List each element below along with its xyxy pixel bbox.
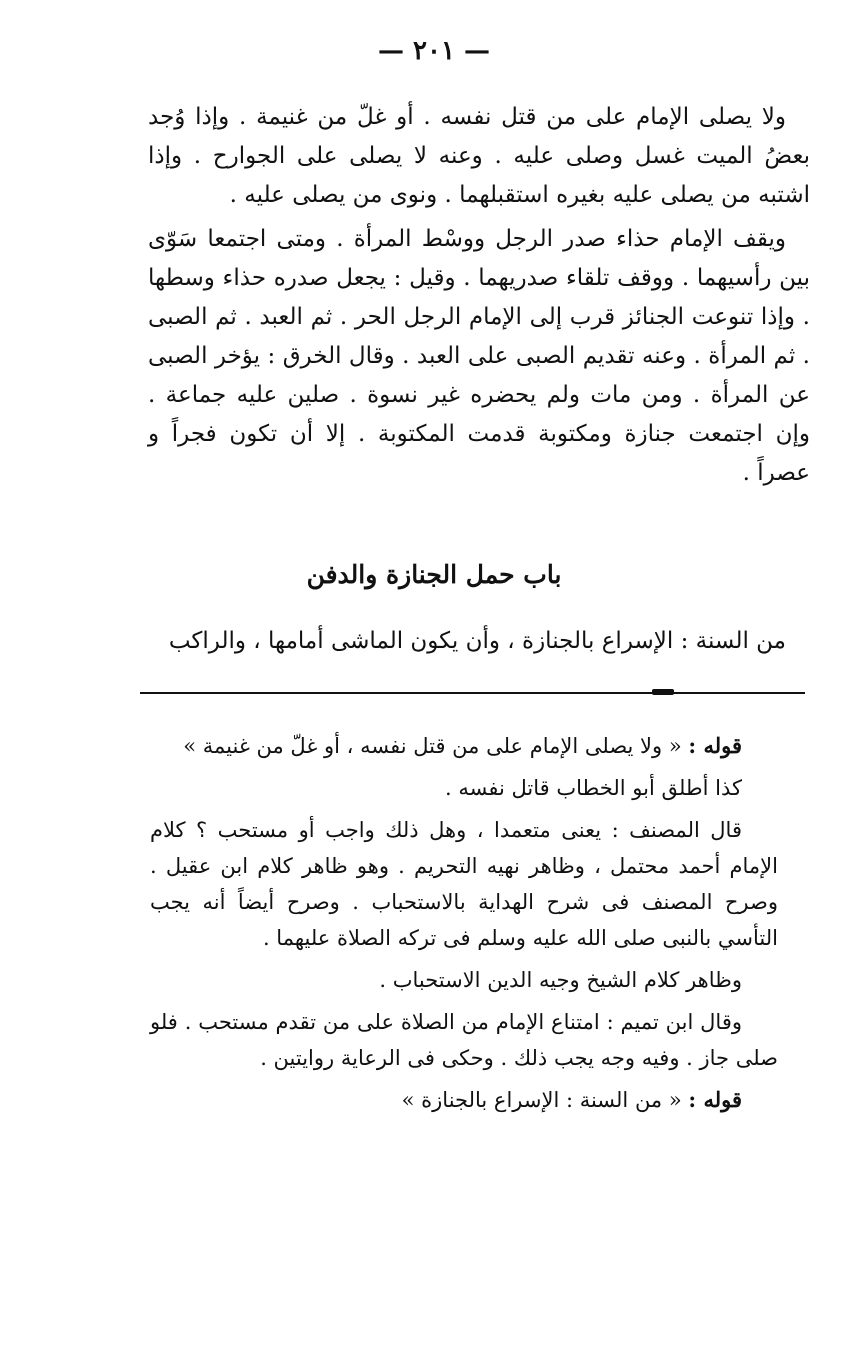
main-paragraph: ولا يصلى الإمام على من قتل نفسه . أو غلّ من غنيمة . وإذا وُجد بعضُ الميت غسل وصلى عليه . وعنه لا يصلى على الجوارح . وإذا اشتبه من يصلى عليه بغيره استقبلهما . ونوى من يصلى عليه . (148, 104, 810, 208)
main-paragraph: ويقف الإمام حذاء صدر الرجل ووسْط المرأة . ومتى اجتمعا سَوّى بين رأسيهما . ووقف تلقاء صدريهما . وقيل : يجعل صدره حذاء وسطها . وإذا تنوعت الجنائز قرب إلى الإمام الرجل الحر . ثم العبد . ثم الصبى . ثم المرأة . وعنه تقديم الصبى على العبد . وقال الخرق : يؤخر الصبى عن المرأة . ومن مات ولم يحضره غير نسوة . صلين عليه جماعة . وإن اجتمعت جنازة ومكتوبة قدمت المكتوبة . إلا أن تكون فجراً و عصراً . (148, 226, 810, 486)
commentary (150, 728, 778, 1118)
commentary-paragraph: وظاهر كلام الشيخ وجيه الدين الاستحباب . (379, 968, 742, 992)
section-heading: باب حمل الجنازة والدفن (306, 560, 562, 589)
page-number: — ٢٠١ — (377, 36, 491, 66)
commentary-paragraph: قال المصنف : يعنى متعمدا ، وهل ذلك واجب أو مستحب ؟ كلام الإمام أحمد محتمل ، وظاهر نهيه التحريم . وهو ظاهر كلام ابن عقيل . وصرح المصنف فى شرح الهداية بالاستحباب . وصرح أيضاً أنه يجب التأسي بالنبى صلى الله عليه وسلم فى تركه الصلاة عليهما . (150, 818, 778, 950)
divider-mark (652, 689, 674, 695)
quote-text: « ولا يصلى الإمام على من قتل نفسه ، أو غلّ من غنيمة » (183, 734, 682, 758)
section-first-line: من السنة : الإسراع بالجنازة ، وأن يكون الماشى أمامها ، والراكب (168, 628, 786, 654)
footnote-divider (140, 692, 805, 694)
commentary-paragraph: كذا أطلق أبو الخطاب قاتل نفسه . (445, 776, 742, 800)
quote-text: « من السنة : الإسراع بالجنازة » (401, 1088, 682, 1112)
qawl-label: قوله : (688, 1087, 742, 1112)
commentary-paragraph: وقال ابن تميم : امتناع الإمام من الصلاة على من تقدم مستحب . فلو صلى جاز . وفيه وجه يجب ذلك . وحكى فى الرعاية روايتين . (150, 1010, 778, 1070)
commentary-quote (150, 1082, 778, 1118)
main-text (148, 98, 810, 493)
commentary-quote (150, 728, 778, 764)
qawl-label: قوله : (688, 733, 742, 758)
